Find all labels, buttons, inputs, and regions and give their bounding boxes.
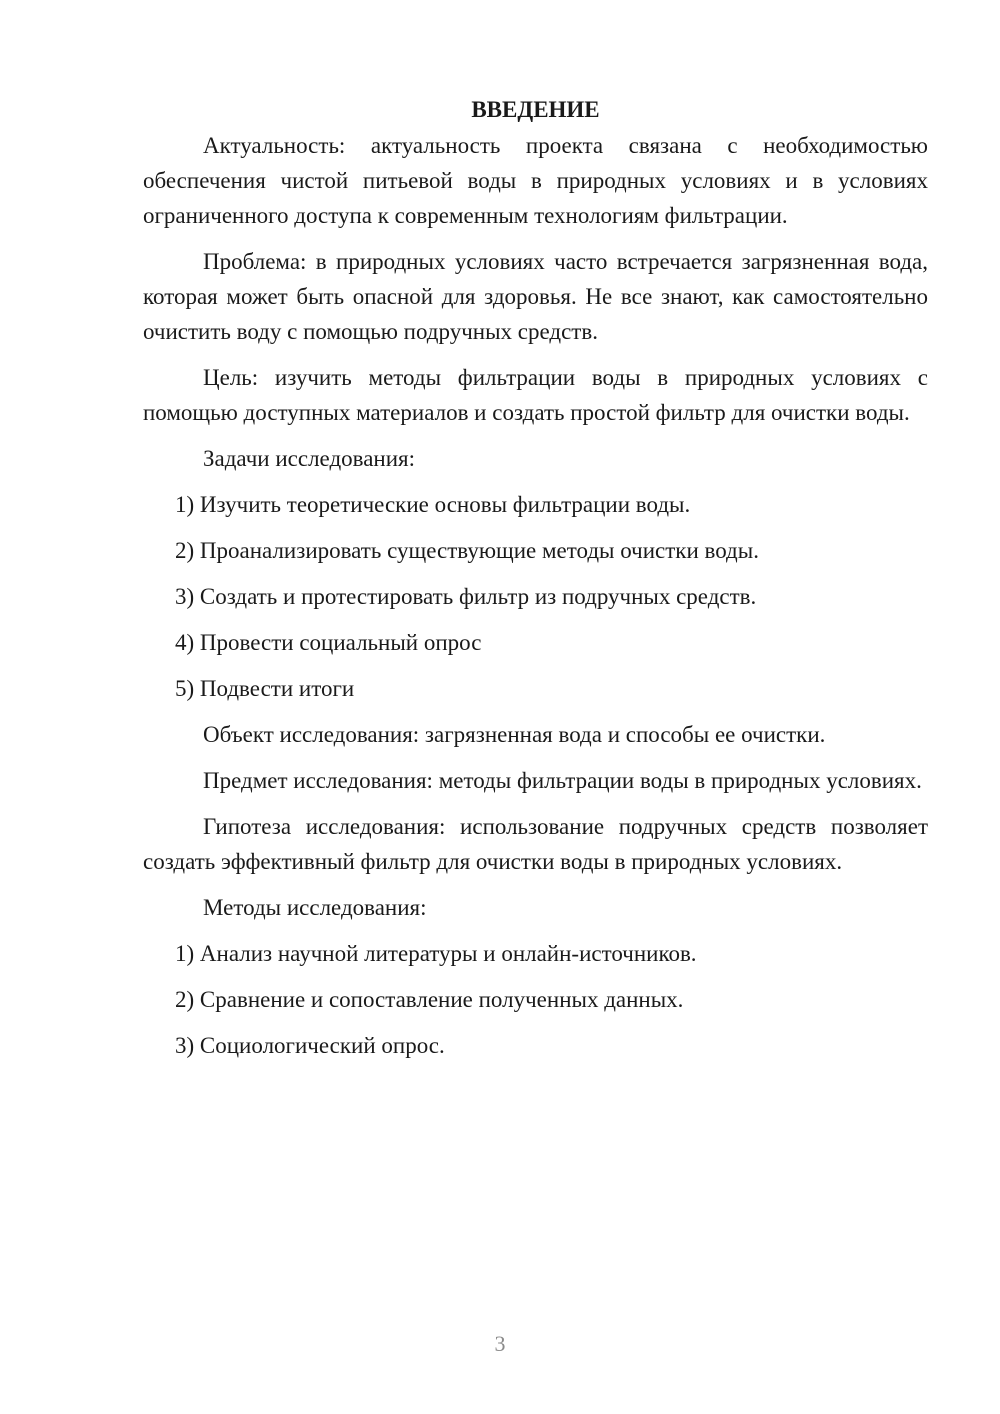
goal-paragraph: Цель: изучить методы фильтрации воды в природных условиях с помощью доступных материалов и создать простой фильтр для очистки воды. [143, 365, 928, 425]
page-number: 3 [494, 1331, 506, 1356]
object-paragraph: Объект исследования: загрязненная вода и способы ее очистки. [203, 722, 826, 747]
method-item: 2) Сравнение и сопоставление полученных данных. [175, 987, 684, 1012]
task-item: 4) Провести социальный опрос [175, 630, 482, 655]
method-item: 3) Социологический опрос. [175, 1033, 445, 1058]
page-content [143, 92, 928, 1074]
task-item: 1) Изучить теоретические основы фильтрации воды. [175, 492, 691, 517]
task-item: 3) Создать и протестировать фильтр из подручных средств. [175, 584, 757, 609]
methods-title: Методы исследования: [203, 895, 427, 920]
section-heading: ВВЕДЕНИЕ [471, 97, 600, 122]
hypothesis-paragraph: Гипотеза исследования: использование подручных средств позволяет создать эффективный фильтр для очистки воды в природных условиях. [143, 814, 928, 874]
subject-paragraph: Предмет исследования: методы фильтрации воды в природных условиях. [203, 768, 922, 793]
task-item: 2) Проанализировать существующие методы очистки воды. [175, 538, 759, 563]
tasks-title: Задачи исследования: [203, 446, 416, 471]
problem-paragraph: Проблема: в природных условиях часто встречается загрязненная вода, которая может быть опасной для здоровья. Не все знают, как самостоятельно очистить воду с помощью подручных средств. [143, 249, 928, 344]
task-item: 5) Подвести итоги [175, 676, 355, 701]
method-item: 1) Анализ научной литературы и онлайн-источников. [175, 941, 697, 966]
relevance-paragraph: Актуальность: актуальность проекта связана с необходимостью обеспечения чистой питьевой воды в природных условиях и в условиях ограниченного доступа к современным технологиям фильтрации. [143, 133, 928, 228]
